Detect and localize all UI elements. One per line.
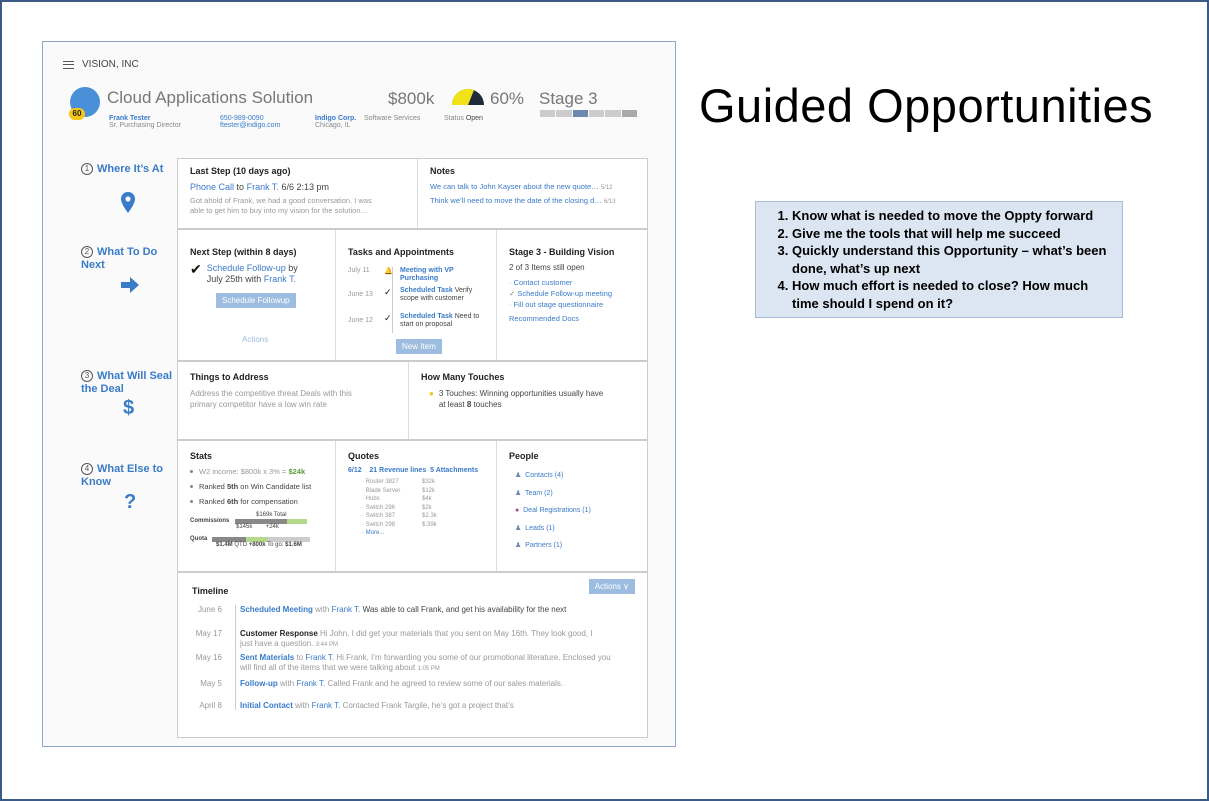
next-step-date: July 25th with: [206, 274, 262, 284]
rank2-prefix: Ranked: [199, 497, 225, 506]
timeline-title: Timeline: [192, 586, 229, 596]
next-step-task[interactable]: Schedule Follow-up: [206, 263, 286, 273]
last-step-to: to: [236, 182, 245, 192]
quote-line: · Switch 296 $2k: [362, 504, 432, 511]
rank1-value: 5th: [226, 482, 239, 491]
opportunity-title: Cloud Applications Solution: [107, 88, 314, 107]
bullet-item: 3. Quickly understand this Opportunity – what’s been done, what’s up next: [792, 242, 1112, 277]
industry: Software Services: [364, 115, 421, 122]
contact-name[interactable]: Frank Tester: [109, 115, 151, 122]
app-header: [63, 59, 139, 70]
stage-progress-bar: [540, 110, 637, 117]
menu-icon[interactable]: [63, 61, 74, 69]
notes-title: Notes: [430, 166, 456, 176]
timeline-row[interactable]: May 16 Sent Materials to Frank T. Hi Frank, I’m forwarding you some of our promotional literature. Enclosed you will find all of the items that we were talking about 1:05 PM: [195, 653, 611, 672]
last-step-desc2: able to get him to buy into my vision for the solution…: [190, 206, 369, 215]
timeline-actions-button[interactable]: Actions ∨: [589, 579, 635, 594]
bullet-item: 1. Know what is needed to move the Oppty forward: [792, 207, 1112, 225]
quota-label: Quota: [190, 536, 208, 542]
slide-title: Guided Opportunities: [699, 79, 1154, 132]
touches-count: 8: [466, 400, 472, 409]
timeline-row[interactable]: May 17 Customer Response Hi John, I did get your materials that you sent on May 16th. They look good, I just have a question. 3:44 PM: [195, 629, 593, 648]
timeline-row[interactable]: April 8 Initial Contact with Frank T. Contacted Frank Targile, he’s got a project that’s: [199, 701, 514, 710]
new-item-button[interactable]: New Item: [396, 339, 442, 354]
people-leads[interactable]: Leads (1): [525, 524, 555, 532]
contact-email[interactable]: ftester@indigo.com: [220, 122, 281, 129]
more-link[interactable]: More...: [365, 530, 385, 536]
dollar-icon: $: [123, 397, 135, 419]
arrow-right-icon: [121, 277, 139, 293]
rank1-suffix: on Win Candidate list: [240, 482, 312, 491]
task-date: July 11: [348, 267, 370, 274]
deal-amount: $800k: [388, 89, 435, 108]
stage-item: ✓ Schedule Follow-up meeting: [509, 289, 613, 298]
last-step-contact[interactable]: Frank T.: [246, 182, 279, 192]
task-title[interactable]: Scheduled Task: [400, 313, 453, 320]
stage-item: · Fill out stage questionnaire: [509, 300, 604, 309]
touches-text2a: at least: [438, 400, 465, 409]
schedule-followup-button[interactable]: Schedule Followup: [216, 293, 296, 308]
quote-line: · Switch 298 $.39k: [362, 521, 437, 528]
quote-line: · Hubs $4k: [362, 496, 432, 502]
quote-line: · Blade Server $12k: [362, 487, 436, 494]
quota-to-go: $1.6M: [285, 542, 302, 548]
quote-line: · Switch 387 $2.3k: [362, 513, 437, 519]
bullet-item: 4. How much effort is needed to close? How much time should I spend on it?: [792, 277, 1112, 312]
tasks-title: Tasks and Appointments: [348, 247, 455, 257]
probability-gauge-icon: [450, 86, 486, 106]
where-its-at-panel: [177, 158, 648, 229]
task-date: June 12: [348, 317, 373, 324]
touches-title: How Many Touches: [421, 372, 505, 382]
timeline-row[interactable]: May 5 Follow-up with Frank T. Called Frank and he agreed to review some of our sales materials.: [200, 679, 564, 688]
w2-label: W2 income:: [199, 467, 239, 476]
last-step-title: Last Step (10 days ago): [190, 166, 291, 176]
quote-lines-list: · Router 3827 $32k · Blade Server $12k · Hubs $4k · Switch 296 $2k · Switch 387 $2.3k · Switch 298 $.39k · More...: [362, 478, 484, 538]
location-pin-icon: [121, 192, 135, 214]
deal-registration-icon: ●: [515, 507, 520, 514]
people-team[interactable]: Team (2): [525, 489, 553, 497]
what-to-do-next-panel: [177, 229, 648, 361]
note-item[interactable]: Think we’ll need to move the date of the closing d…: [430, 196, 602, 205]
people-deal-registrations[interactable]: Deal Registrations (1): [523, 507, 591, 514]
task-title[interactable]: Scheduled Task: [400, 287, 453, 294]
slide-bullets: [755, 201, 1123, 318]
next-step-title: Next Step (within 8 days): [190, 247, 297, 257]
timeline-row[interactable]: June 6 Scheduled Meeting with Frank T. Was able to call Frank, and get his availability for the next: [197, 605, 567, 614]
stage-panel-title: Stage 3 - Building Vision: [509, 247, 615, 257]
account-name[interactable]: Indigo Corp.: [315, 115, 357, 122]
quote-attachments[interactable]: 5 Attachments: [430, 467, 479, 474]
stats-title: Stats: [190, 451, 213, 461]
quota-qtd-label: QTD: [234, 542, 248, 548]
stage-progress-text: 2 of 3 Items still open: [509, 263, 585, 272]
timeline-panel: [177, 572, 648, 738]
next-step-contact[interactable]: Frank T.: [263, 274, 297, 284]
actions-link[interactable]: Actions: [242, 335, 269, 344]
quote-date[interactable]: 6/12: [348, 467, 362, 474]
note-date: 5/12: [600, 185, 613, 191]
check-icon: ✓: [384, 287, 392, 297]
section-where-its-at: 1 Where It’s At: [81, 163, 176, 176]
quote-lines[interactable]: 21 Revenue lines: [369, 467, 427, 474]
touches-text1: 3 Touches: Winning opportunities usually have: [438, 389, 604, 398]
task-desc: Verify scope with customer: [400, 287, 473, 302]
quota-qtd: $1.4M: [216, 542, 233, 548]
address-text2: primary competitor have a low win rate: [190, 400, 327, 409]
what-will-seal-panel: [177, 361, 648, 440]
bell-icon: 🔔: [384, 268, 393, 275]
check-icon: ✓: [384, 313, 392, 323]
contact-phone[interactable]: 650-989-0090: [220, 115, 264, 122]
bullet-item: 2. Give me the tools that will help me succeed: [792, 225, 1112, 243]
quotes-title: Quotes: [348, 451, 380, 461]
section-what-to-do-next: 2 What To Do Next: [81, 246, 158, 271]
score-badge: 60: [69, 108, 85, 120]
rank1-prefix: Ranked: [199, 482, 225, 491]
person-icon: ♟: [515, 489, 522, 497]
question-icon: ?: [124, 491, 137, 513]
people-title: People: [509, 451, 539, 461]
note-date: 6/13: [603, 199, 616, 205]
rank2-suffix: for compensation: [240, 497, 298, 506]
rank2-value: 6th: [226, 497, 239, 506]
quote-line: · Router 3827 $32k: [362, 479, 436, 485]
task-title[interactable]: Meeting with VP Purchasing: [400, 267, 454, 282]
last-step-type[interactable]: Phone Call: [190, 182, 235, 192]
quota-added: +800k: [248, 542, 266, 548]
stage-item: · Contact customer: [509, 278, 573, 287]
account-city: Chicago, IL: [315, 122, 351, 129]
person-icon: ♟: [515, 472, 522, 479]
section-what-will-seal-the-deal: 3 What Will Seal the Deal: [81, 370, 173, 395]
note-item[interactable]: We can talk to John Kayser about the new quote…: [430, 182, 599, 191]
commissions-added: +24k: [265, 524, 279, 530]
w2-calc: $800k x 3% =: [240, 467, 287, 476]
task-date: June 13: [348, 291, 373, 298]
company-name: VISION, INC: [82, 59, 139, 70]
contact-role: Sr. Purchasing Director: [109, 122, 181, 129]
commissions-qtd: $145k: [236, 524, 253, 530]
next-step-by: by: [288, 263, 298, 273]
w2-value: $24k: [288, 467, 306, 476]
things-to-address-title: Things to Address: [190, 372, 269, 382]
last-step-time: 6/6 2:13 pm: [281, 182, 329, 192]
crm-mockup: [42, 41, 676, 747]
people-partners[interactable]: Partners (1): [525, 542, 563, 549]
people-contacts[interactable]: Contacts (4): [525, 472, 564, 479]
what-else-panel: [177, 440, 648, 572]
lightbulb-icon: ●: [429, 389, 434, 398]
person-icon: ♟: [515, 524, 522, 532]
last-step-desc1: Got ahold of Frank, we had a good conversation. I was: [190, 196, 372, 205]
address-text1: Address the competitive threat Deals with this: [190, 389, 352, 398]
status-value: Open: [465, 115, 483, 122]
commissions-total: $169k Total: [256, 512, 287, 518]
status-label: Status: [444, 115, 464, 122]
checkmark-icon: ✔: [190, 261, 202, 277]
stage-label: Stage 3: [539, 89, 598, 108]
commissions-label: Commissions: [190, 518, 230, 524]
task-desc: Need to start on proposal: [400, 313, 480, 328]
touches-text2c: touches: [473, 400, 502, 409]
quota-to-go-label: To go:: [267, 542, 284, 548]
recommended-docs-link[interactable]: Recommended Docs: [509, 314, 580, 323]
section-what-else-to-know: 4 What Else to Know: [81, 463, 164, 488]
person-icon: ♟: [515, 542, 522, 549]
win-probability: 60%: [490, 89, 525, 108]
